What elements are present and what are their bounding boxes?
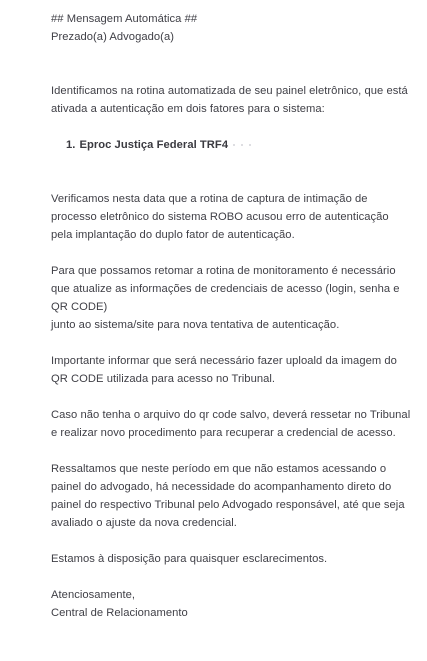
spacer <box>51 388 411 406</box>
spacer <box>51 568 411 586</box>
spacer <box>51 46 411 82</box>
redacted-mark <box>233 144 257 146</box>
systems-list <box>51 136 411 154</box>
list-number: 1. <box>66 139 76 151</box>
greeting: Prezado(a) Advogado(a) <box>51 31 174 43</box>
spacer <box>51 334 411 352</box>
reset-paragraph: Caso não tenha o arquivo do qr code salvo, deverá ressetar no Tribunal e realizar novo procedimento para recuperar a credencial de acesso. <box>51 409 411 439</box>
closing-line: Atenciosamente, <box>51 589 136 601</box>
update-paragraph: Para que possamos retomar a rotina de monitoramento é necessário que atualize as informações de credenciais de acesso (login, senha e QR CODE) <box>51 265 400 313</box>
spacer <box>51 118 411 136</box>
auto-message-header: ## Mensagem Automática ## <box>51 13 198 25</box>
availability-paragraph: Estamos à disposição para quaisquer esclarecimentos. <box>51 553 328 565</box>
systems-list-item <box>66 136 411 154</box>
spacer <box>51 154 411 190</box>
spacer <box>51 442 411 460</box>
email-body <box>51 10 411 622</box>
system-name: Eproc Justiça Federal TRF4 <box>79 139 229 151</box>
update-paragraph-continued: junto ao sistema/site para nova tentativa de autenticação. <box>51 319 340 331</box>
intro-paragraph: Identificamos na rotina automatizada de seu painel eletrônico, que está ativada a autenticação em dois fatores para o sistema: <box>51 85 408 115</box>
upload-paragraph: Importante informar que será necessário fazer uploald da imagem do QR CODE utilizada para acesso no Tribunal. <box>51 355 397 385</box>
period-paragraph: Ressaltamos que neste período em que não estamos acessando o painel do advogado, há necessidade do acompanhamento direto do painel do respectivo Tribunal pelo Advogado responsável, até que seja avaliado o ajuste da nova credencial. <box>51 463 405 529</box>
spacer <box>51 532 411 550</box>
signature-line: Central de Relacionamento <box>51 607 188 619</box>
verify-paragraph: Verificamos nesta data que a rotina de captura de intimação de processo eletrônico do sistema ROBO acusou erro de autenticação pela implantação do duplo fator de autenticação. <box>51 193 389 241</box>
spacer <box>51 244 411 262</box>
